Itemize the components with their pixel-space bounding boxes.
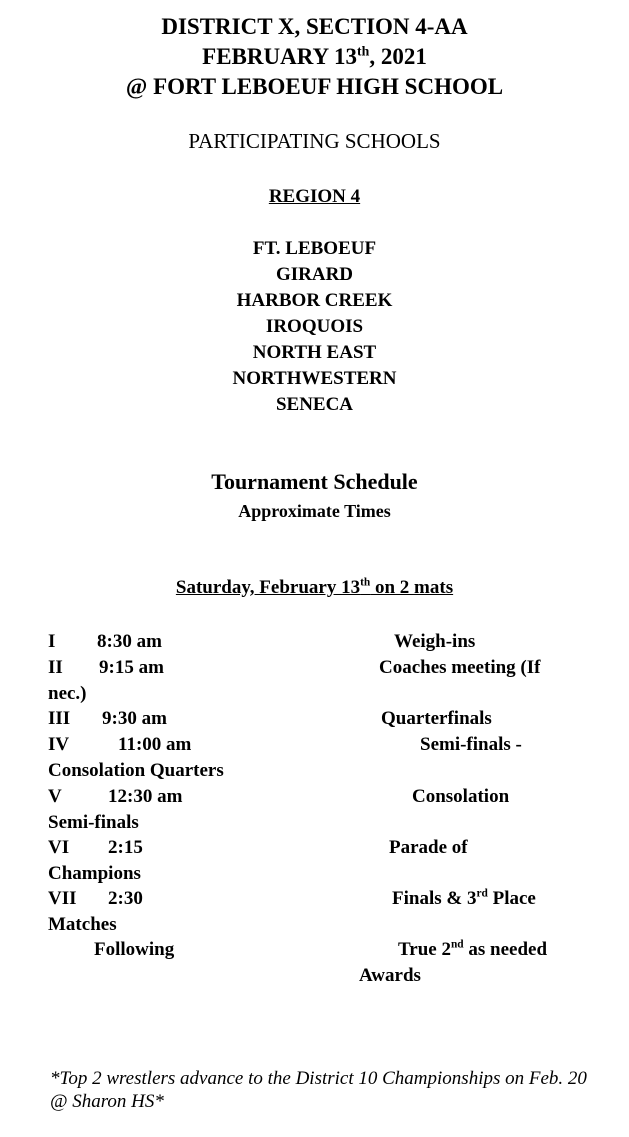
row-event-continued: Awards bbox=[359, 965, 421, 986]
row-time: 2:15 bbox=[108, 837, 143, 858]
row-time-following: Following bbox=[94, 939, 175, 960]
row-num: II bbox=[48, 657, 63, 678]
region-heading: REGION 4 bbox=[268, 186, 361, 207]
participating-heading: PARTICIPATING SCHOOLS bbox=[188, 129, 441, 153]
row-num: VI bbox=[48, 837, 70, 858]
row-num: V bbox=[48, 786, 62, 807]
row-time: 8:30 am bbox=[97, 631, 162, 652]
school-item: SENECA bbox=[275, 394, 354, 415]
row-num: VII bbox=[48, 888, 77, 909]
school-item: FT. LEBOEUF bbox=[252, 238, 377, 259]
row-event: Semi-finals - bbox=[420, 734, 522, 755]
row-time: 2:30 bbox=[108, 888, 143, 909]
school-item: NORTHWESTERN bbox=[232, 368, 397, 389]
row-num: IV bbox=[48, 734, 70, 755]
title-district: DISTRICT X, SECTION 4-AA bbox=[161, 14, 468, 39]
title-date: FEBRUARY 13th, 2021 bbox=[202, 43, 427, 69]
row-event: Finals & 3rd Place bbox=[392, 887, 536, 909]
row-event-continued: Semi-finals bbox=[48, 812, 139, 833]
school-list bbox=[0, 236, 629, 418]
row-event-continued: Consolation Quarters bbox=[48, 760, 224, 781]
school-item: HARBOR CREEK bbox=[236, 290, 393, 311]
row-event: Coaches meeting (If bbox=[379, 657, 541, 678]
row-event: Parade of bbox=[389, 837, 468, 858]
row-event: True 2nd as needed bbox=[398, 938, 548, 960]
row-time: 9:15 am bbox=[99, 657, 164, 678]
row-time: 12:30 am bbox=[108, 786, 183, 807]
schedule-heading: Saturday, February 13th on 2 mats bbox=[175, 576, 454, 598]
row-event-continued: nec.) bbox=[48, 683, 87, 704]
row-event-continued: Champions bbox=[48, 863, 141, 884]
row-event: Weigh-ins bbox=[394, 631, 476, 652]
row-num: I bbox=[48, 631, 56, 652]
row-time: 11:00 am bbox=[118, 734, 192, 755]
school-item: IROQUOIS bbox=[265, 316, 364, 337]
title-location: @ FORT LEBOEUF HIGH SCHOOL bbox=[125, 74, 504, 99]
row-time: 9:30 am bbox=[102, 708, 167, 729]
row-event: Quarterfinals bbox=[381, 708, 492, 729]
footnote: *Top 2 wrestlers advance to the District 10 Championships on Feb. 20 @ Sharon HS* bbox=[50, 1068, 587, 1112]
row-event-continued: Matches bbox=[48, 914, 117, 935]
school-item: NORTH EAST bbox=[252, 342, 377, 363]
tournament-subtitle: Approximate Times bbox=[238, 501, 391, 521]
row-num: III bbox=[48, 708, 71, 729]
school-item: GIRARD bbox=[275, 264, 354, 285]
row-event: Consolation bbox=[412, 786, 510, 807]
tournament-title: Tournament Schedule bbox=[211, 469, 418, 494]
